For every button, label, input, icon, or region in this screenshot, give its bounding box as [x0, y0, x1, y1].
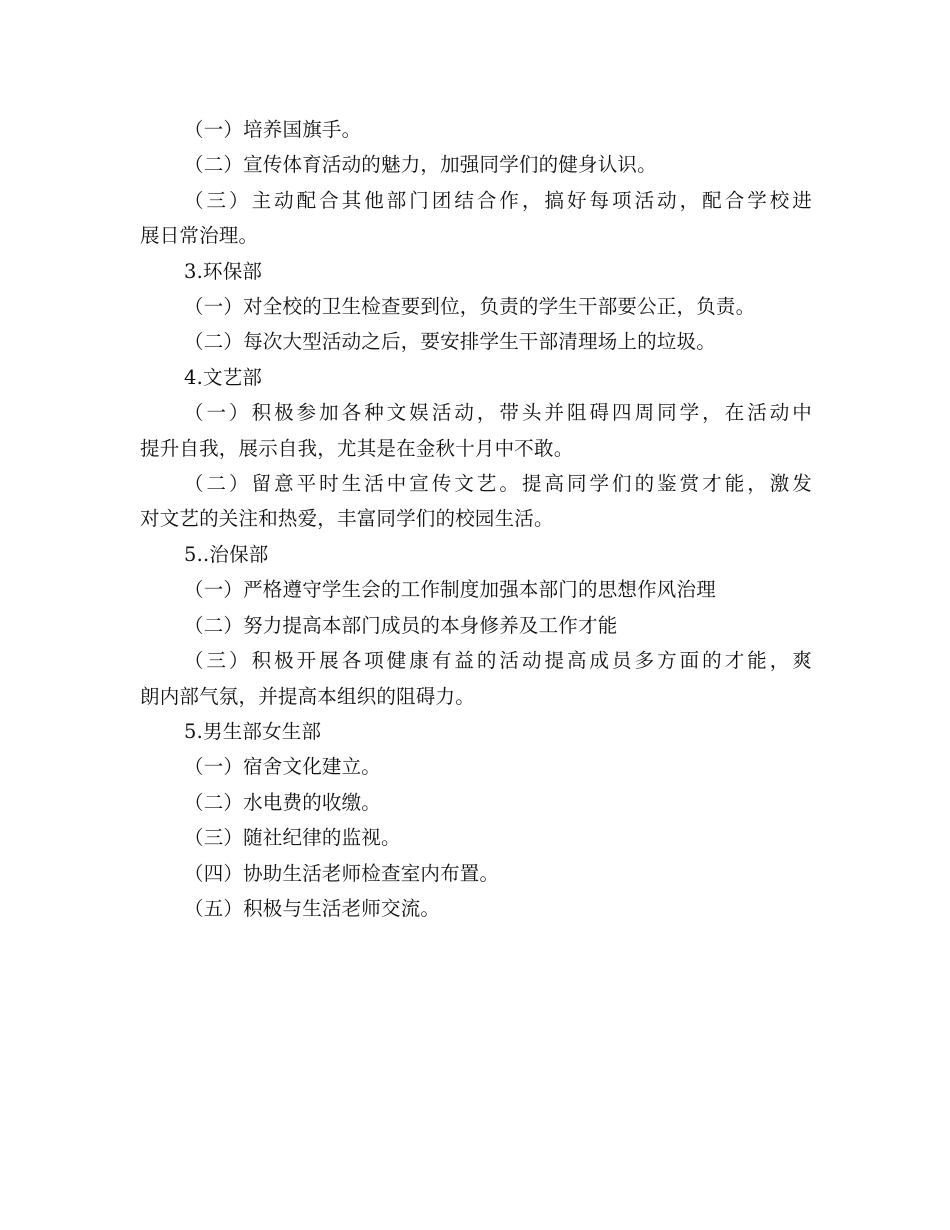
paragraph-line: （一）积极参加各种文娱活动，带头并阻碍四周同学，在活动中	[184, 401, 812, 425]
paragraph-line: 朗内部气氛，并提高本组织的阻碍力。	[140, 684, 475, 708]
paragraph-line: （四）协助生活老师检查室内布置。	[184, 861, 500, 885]
document-body	[140, 112, 812, 926]
paragraph-line: （三）随社纪律的监视。	[184, 826, 401, 850]
paragraph-line: （二）每次大型活动之后，要安排学生干部清理场上的垃圾。	[184, 330, 716, 354]
paragraph-line: （五）积极与生活老师交流。	[184, 896, 441, 920]
paragraph-line: 展日常治理。	[140, 224, 259, 248]
paragraph-line: （二）留意平时生活中宣传文艺。提高同学们的鉴赏才能，激发	[184, 472, 812, 496]
paragraph-line: （一）培养国旗手。	[184, 118, 362, 141]
paragraph-line: （二）水电费的收缴。	[184, 790, 382, 814]
section-heading: 4.文艺部	[184, 365, 263, 389]
paragraph-line: （二）宣传体育活动的魅力，加强同学们的健身认识。	[184, 153, 657, 177]
paragraph-line: （一）严格遵守学生会的工作制度加强本部门的思想作风治理	[184, 578, 716, 602]
paragraph-line: （一）对全校的卫生检查要到位，负责的学生干部要公正，负责。	[184, 295, 756, 319]
section-heading: 5..治保部	[184, 542, 269, 566]
paragraph-line: （三）积极开展各项健康有益的活动提高成员多方面的才能，爽	[184, 649, 812, 673]
paragraph-line: （三）主动配合其他部门团结合作，搞好每项活动，配合学校进	[184, 188, 812, 212]
paragraph-line: （二）努力提高本部门成员的本身修养及工作才能	[184, 613, 618, 637]
paragraph-line: （一）宿舍文化建立。	[184, 755, 382, 779]
paragraph-line: 提升自我，展示自我，尤其是在金秋十月中不敢。	[140, 436, 574, 460]
section-heading: 3.环保部	[184, 259, 263, 283]
paragraph-line: 对文艺的关注和热爱，丰富同学们的校园生活。	[140, 507, 554, 531]
section-heading: 5.男生部女生部	[184, 719, 322, 743]
